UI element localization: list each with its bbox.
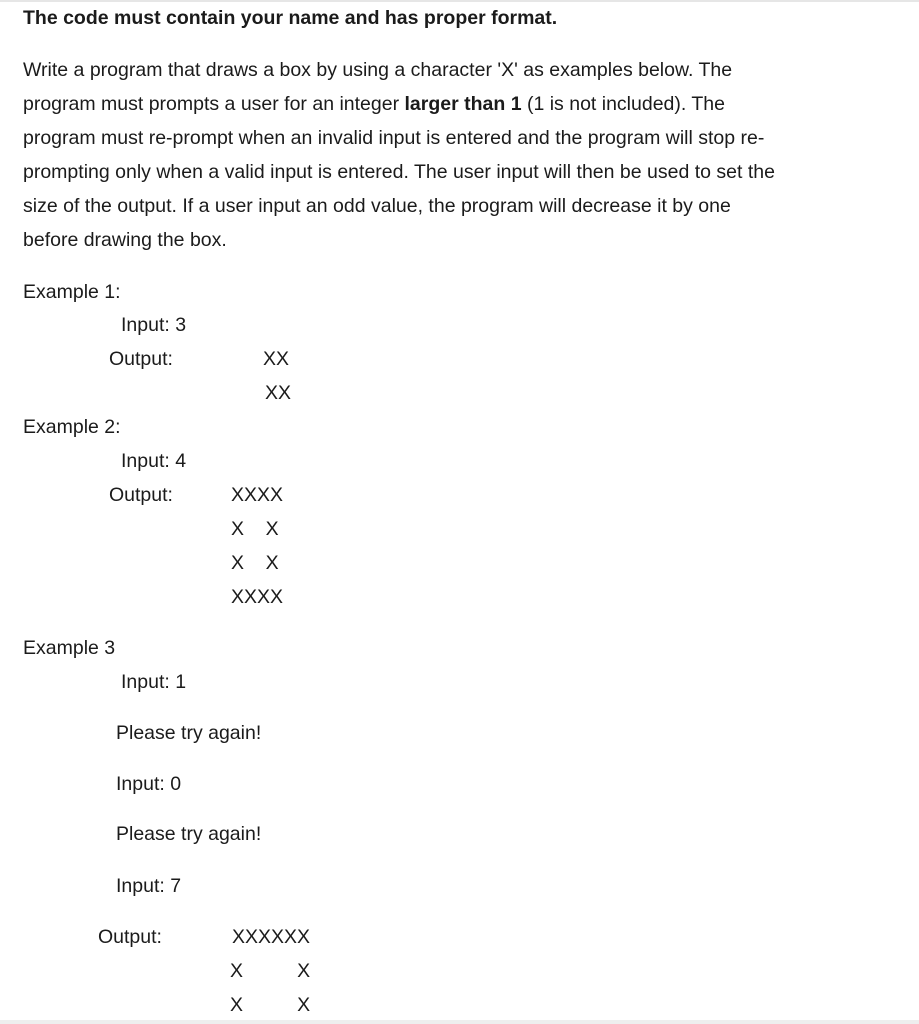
example-input: Input: 0	[116, 773, 182, 795]
description-text: (1 is not included). The	[521, 93, 725, 115]
description-line: size of the output. If a user input an odd value, the program will decrease it by one	[23, 195, 731, 217]
output-line: X X	[230, 994, 311, 1016]
output-line: X X	[231, 518, 279, 540]
example-input: Input: 1	[121, 671, 187, 693]
output-label: Output:	[109, 484, 173, 506]
retry-message: Please try again!	[116, 823, 262, 845]
example-input: Input: 4	[121, 450, 187, 472]
top-divider	[0, 0, 919, 2]
output-label: Output:	[109, 348, 173, 370]
example-title: Example 2:	[23, 416, 121, 438]
bottom-edge	[0, 1020, 919, 1024]
output-line: XXXX	[231, 484, 284, 506]
description-line: prompting only when a valid input is entered. The user input will then be used to set the	[23, 161, 775, 183]
output-line: X X	[230, 960, 311, 982]
example-input: Input: 3	[121, 314, 187, 336]
description-line: before drawing the box.	[23, 229, 227, 251]
example-title: Example 1:	[23, 281, 121, 303]
example-input: Input: 7	[116, 875, 182, 897]
description-line	[23, 93, 725, 116]
page-heading: The code must contain your name and has proper format.	[23, 7, 558, 29]
example-title: Example 3	[23, 637, 116, 659]
description-emphasis: larger than 1	[404, 93, 522, 115]
output-line: XX	[263, 348, 290, 370]
retry-message: Please try again!	[116, 722, 262, 744]
output-line: X X	[231, 552, 279, 574]
description-text: program must prompts a user for an integer	[23, 93, 405, 115]
output-label: Output:	[98, 926, 162, 948]
description-line: program must re-prompt when an invalid input is entered and the program will stop re-	[23, 127, 765, 149]
output-line: XX	[265, 382, 292, 404]
output-line: XXXX	[231, 586, 284, 608]
output-line: XXXXXX	[232, 926, 311, 948]
description-line: Write a program that draws a box by using a character 'X' as examples below. The	[23, 59, 733, 81]
